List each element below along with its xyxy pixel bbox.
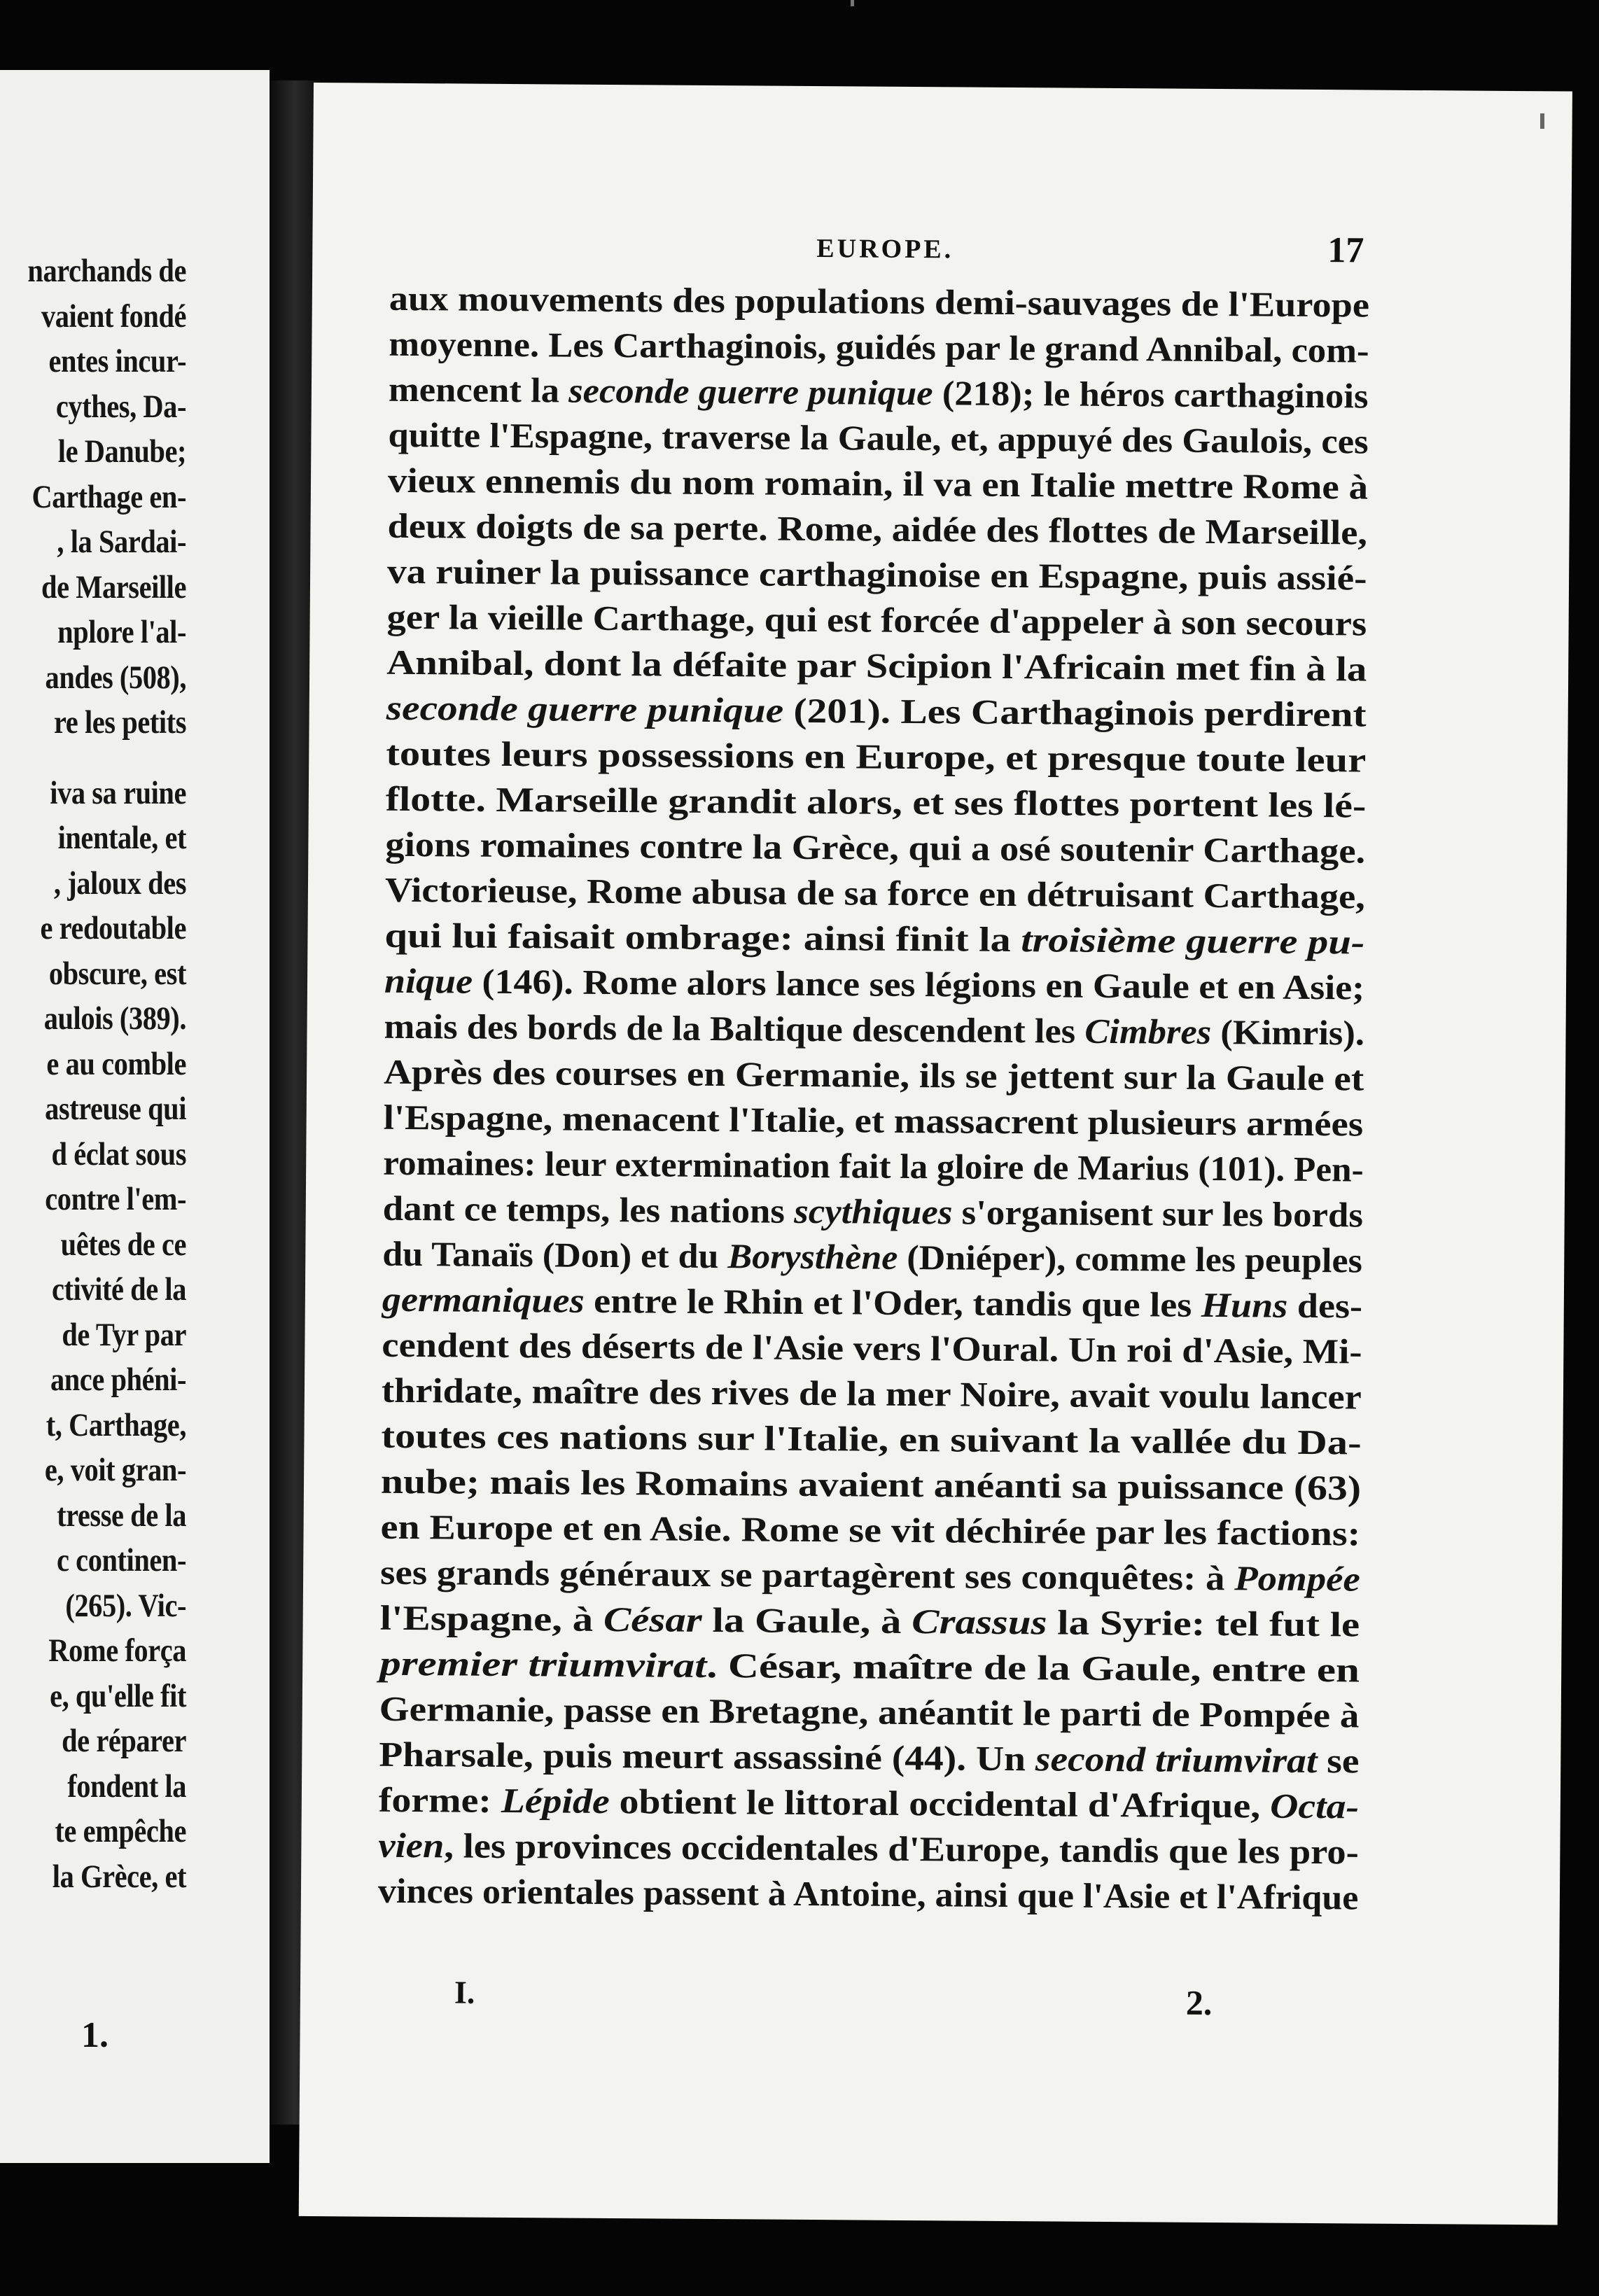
italic-term: César [603,1599,702,1639]
text-run: s'organisent sur les bords [952,1192,1364,1235]
running-head: EUROPE. [816,234,954,265]
sheet-number: 2. [1185,1982,1213,2023]
text-run: l'Espagne, à [379,1597,604,1639]
text-line [386,776,1521,830]
text-line [389,367,1420,419]
text-run: ses grands généraux se partagèrent ses conquêtes: à [379,1552,1235,1598]
left-page-line: vaient fondé [41,298,186,335]
italic-term: Pompée [1234,1558,1360,1599]
text-run: (Dniéper), comme les peuples [898,1237,1363,1280]
text-line [385,822,1455,875]
text-run: forme: [378,1779,502,1820]
left-page-line: c continen- [56,1542,186,1578]
text-run: toutes leurs possessions en Europe, et presque toute leur [386,733,1367,780]
text-run: nube; mais les Romains avaient anéanti sa puissance (63) [380,1461,1362,1508]
left-page-line: e au comble [46,1045,186,1082]
text-line [379,1732,1467,1785]
left-page-line: fondent la [67,1768,186,1805]
text-line [386,731,1535,784]
left-page-line: re les petits [54,704,186,741]
text-line [381,1459,1511,1512]
text-line [385,867,1453,920]
text-line [389,276,1455,329]
text-line [379,1686,1460,1740]
italic-term: Crassus [912,1602,1047,1642]
left-page-line: ance phéni- [50,1362,186,1398]
left-page-line: cythes, Da- [55,388,186,425]
italic-term: premier triumvirat [379,1643,707,1685]
text-line [383,1095,1455,1148]
text-line [380,1550,1455,1603]
italic-term: vien [378,1825,445,1865]
left-page-line: , jaloux des [53,864,186,902]
text-run: dant ce temps, les nations [382,1188,795,1231]
left-page-line: Carthage en- [32,478,186,515]
left-page-line: la Grèce, et [52,1858,186,1895]
text-line [387,503,1455,556]
text-run: Annibal, dont la défaite par Scipion l'Africain met fin à la [386,642,1367,689]
body-text [378,276,1369,1921]
text-run: (201). Les Carthaginois perdirent [783,690,1367,734]
italic-term: seconde guerre punique [386,687,784,730]
left-page-line: de réparer [62,1723,186,1759]
text-line [386,685,1511,738]
text-line [378,1868,1399,1921]
text-line [382,1231,1403,1284]
text-run: l'Espagne, menacent l'Italie, et massacrent plusieurs armées [383,1097,1364,1144]
text-line [380,1504,1477,1558]
text-run: romaines: leur extermination fait la gloire de Marius (101). Pen- [383,1142,1364,1189]
italic-term: Huns [1201,1284,1288,1325]
left-page-line: obscure, est [48,955,187,992]
text-line [382,1322,1450,1376]
left-page-line: tresse de la [57,1497,186,1534]
text-run: la Gaule, à [701,1600,912,1642]
text-run: (146). Rome alors lance ses légions en Gaule et en Asie; [472,961,1365,1007]
left-page-line: , la Sardai- [57,524,186,560]
text-run: du Tanaïs (Don) et du [382,1233,728,1276]
italic-term: nique [384,960,473,1001]
text-line [384,913,1532,966]
text-run: deux doigts de sa perte. Rome, aidée des flottes de Marseille, [387,505,1368,552]
text-run: Victorieuse, Rome abusa de sa force en détruisant Carthage, [384,869,1366,916]
text-run: des- [1287,1285,1363,1326]
text-line [386,594,1455,648]
text-line [384,1004,1413,1056]
text-run: moyenne. Les Carthaginois, guidés par le grand Annibal, com- [389,323,1369,370]
text-run: quitte l'Espagne, traverse la Gaule, et, appuyé des Gaulois, ces [388,414,1369,461]
text-run: thridate, maître des rives de la mer Noire, avait voulu lancer [381,1370,1362,1417]
text-line [388,458,1466,511]
left-page-line: de Marseille [41,568,186,606]
left-page-line: ctivité de la [52,1271,186,1308]
left-page-line: e, voit gran- [44,1452,186,1488]
left-page-line: iva sa ruine [50,774,186,811]
text-run: entre le Rhin et l'Oder, tandis que les [584,1280,1202,1324]
left-page-line: e redoutable [40,910,186,946]
text-run: . César, maître de la Gaule, entre en [706,1645,1360,1690]
italic-term: Cimbres [1084,1011,1212,1051]
text-run: gions romaines contre la Grèce, qui a osé soutenir Carthage. [385,824,1366,871]
text-line [389,321,1420,374]
text-line [382,1368,1449,1421]
text-run: qui lui faisait ombrage: ainsi finit la [384,915,1021,960]
text-line [384,1049,1464,1102]
left-page-line: de Tyr par [62,1316,186,1353]
left-page-line: inentale, et [57,820,186,856]
left-page-line: te empêche [55,1813,186,1849]
text-run: mais des bords de la Baltique descendent les [384,1006,1085,1051]
left-page-line: e, qu'elle fit [50,1677,186,1714]
italic-term: Lépide [501,1780,610,1821]
dust-speck [851,0,854,6]
italic-term: second triumvirat [1035,1739,1318,1781]
text-line [388,412,1420,465]
right-page [299,83,1572,2225]
left-page-line: entes incur- [48,343,186,379]
text-run: Pharsale, puis meurt assassiné (44). Un [379,1734,1036,1779]
italic-term: seconde guerre punique [568,370,933,413]
text-run: aux mouvements des populations demi-sauvages de l'Europe [389,278,1370,325]
text-line [387,549,1472,602]
text-run: ger la vieille Carthage, qui est forcée d'appeler à son secours [386,596,1367,643]
left-page-line: Rome força [48,1632,186,1669]
left-page [0,70,270,2163]
text-run: Germanie, passe en Bretagne, anéantit le parti de Pompée à [379,1688,1360,1735]
page-number: 17 [1327,230,1364,271]
text-run: toutes ces nations sur l'Italie, en suivant la vallée du Da- [381,1415,1362,1462]
left-page-line: aulois (389). [43,1000,187,1037]
left-page-text [0,248,186,1899]
italic-term: Octa- [1269,1786,1360,1826]
text-line [379,1641,1578,1695]
text-run: cendent des déserts de l'Asie vers l'Oural. Un roi d'Asie, Mi- [382,1324,1362,1371]
text-run: va ruiner la puissance carthaginoise en Espagne, puis assié- [386,551,1367,598]
italic-term: scythiques [794,1191,953,1232]
text-line [379,1777,1472,1830]
text-run: mencent la [388,369,569,410]
text-run: vieux ennemis du nom romain, il va en Italie mettre Rome à [387,460,1369,507]
text-line [383,1186,1420,1238]
italic-term: germaniques [382,1279,585,1320]
text-run: (Kimris). [1211,1011,1365,1053]
text-line [381,1413,1532,1466]
text-run: vinces orientales passent à Antoine, ainsi que l'Asie et l'Afrique [377,1870,1359,1917]
page-edge-nick [1540,113,1544,129]
text-run: (218); le héros carthaginois [933,373,1369,416]
left-page-line: astreuse qui [45,1091,187,1127]
left-page-line: andes (508), [45,659,186,696]
text-line [382,1277,1444,1330]
left-page-line: narchands de [27,253,186,289]
text-run: , les provinces occidentales d'Europe, tandis que les pro- [444,1826,1360,1872]
left-page-line: nplore l'al- [57,614,186,650]
left-page-line: d éclat sous [51,1135,186,1172]
left-page-folio: 1. [81,2015,109,2055]
text-run: obtient le littoral occidental d'Afrique, [609,1782,1271,1826]
left-page-line: (265). Vic- [65,1587,186,1624]
text-line [386,640,1502,693]
left-page-line: contre l'em- [45,1181,186,1217]
left-page-line: t, Carthage, [46,1406,186,1443]
text-run: se [1317,1741,1360,1781]
left-page-line: uêtes de ce [60,1226,187,1263]
left-page-line: le Danube; [57,433,186,470]
text-run: Après des courses en Germanie, ils se jettent sur la Gaule et [383,1051,1364,1098]
text-run: la Syrie: tel fut le [1047,1602,1360,1644]
text-run: en Europe et en Asie. Rome se vit déchirée par les factions: [380,1506,1361,1553]
text-line [379,1595,1535,1649]
signature-mark: I. [454,1974,475,2010]
text-line [378,1823,1448,1876]
text-line [383,1140,1388,1193]
text-run: flotte. Marseille grandit alors, et ses flottes portent les lé- [385,778,1367,825]
italic-term: troisième guerre pu- [1021,920,1365,962]
italic-term: Borysthène [727,1236,898,1277]
text-line [384,958,1443,1011]
